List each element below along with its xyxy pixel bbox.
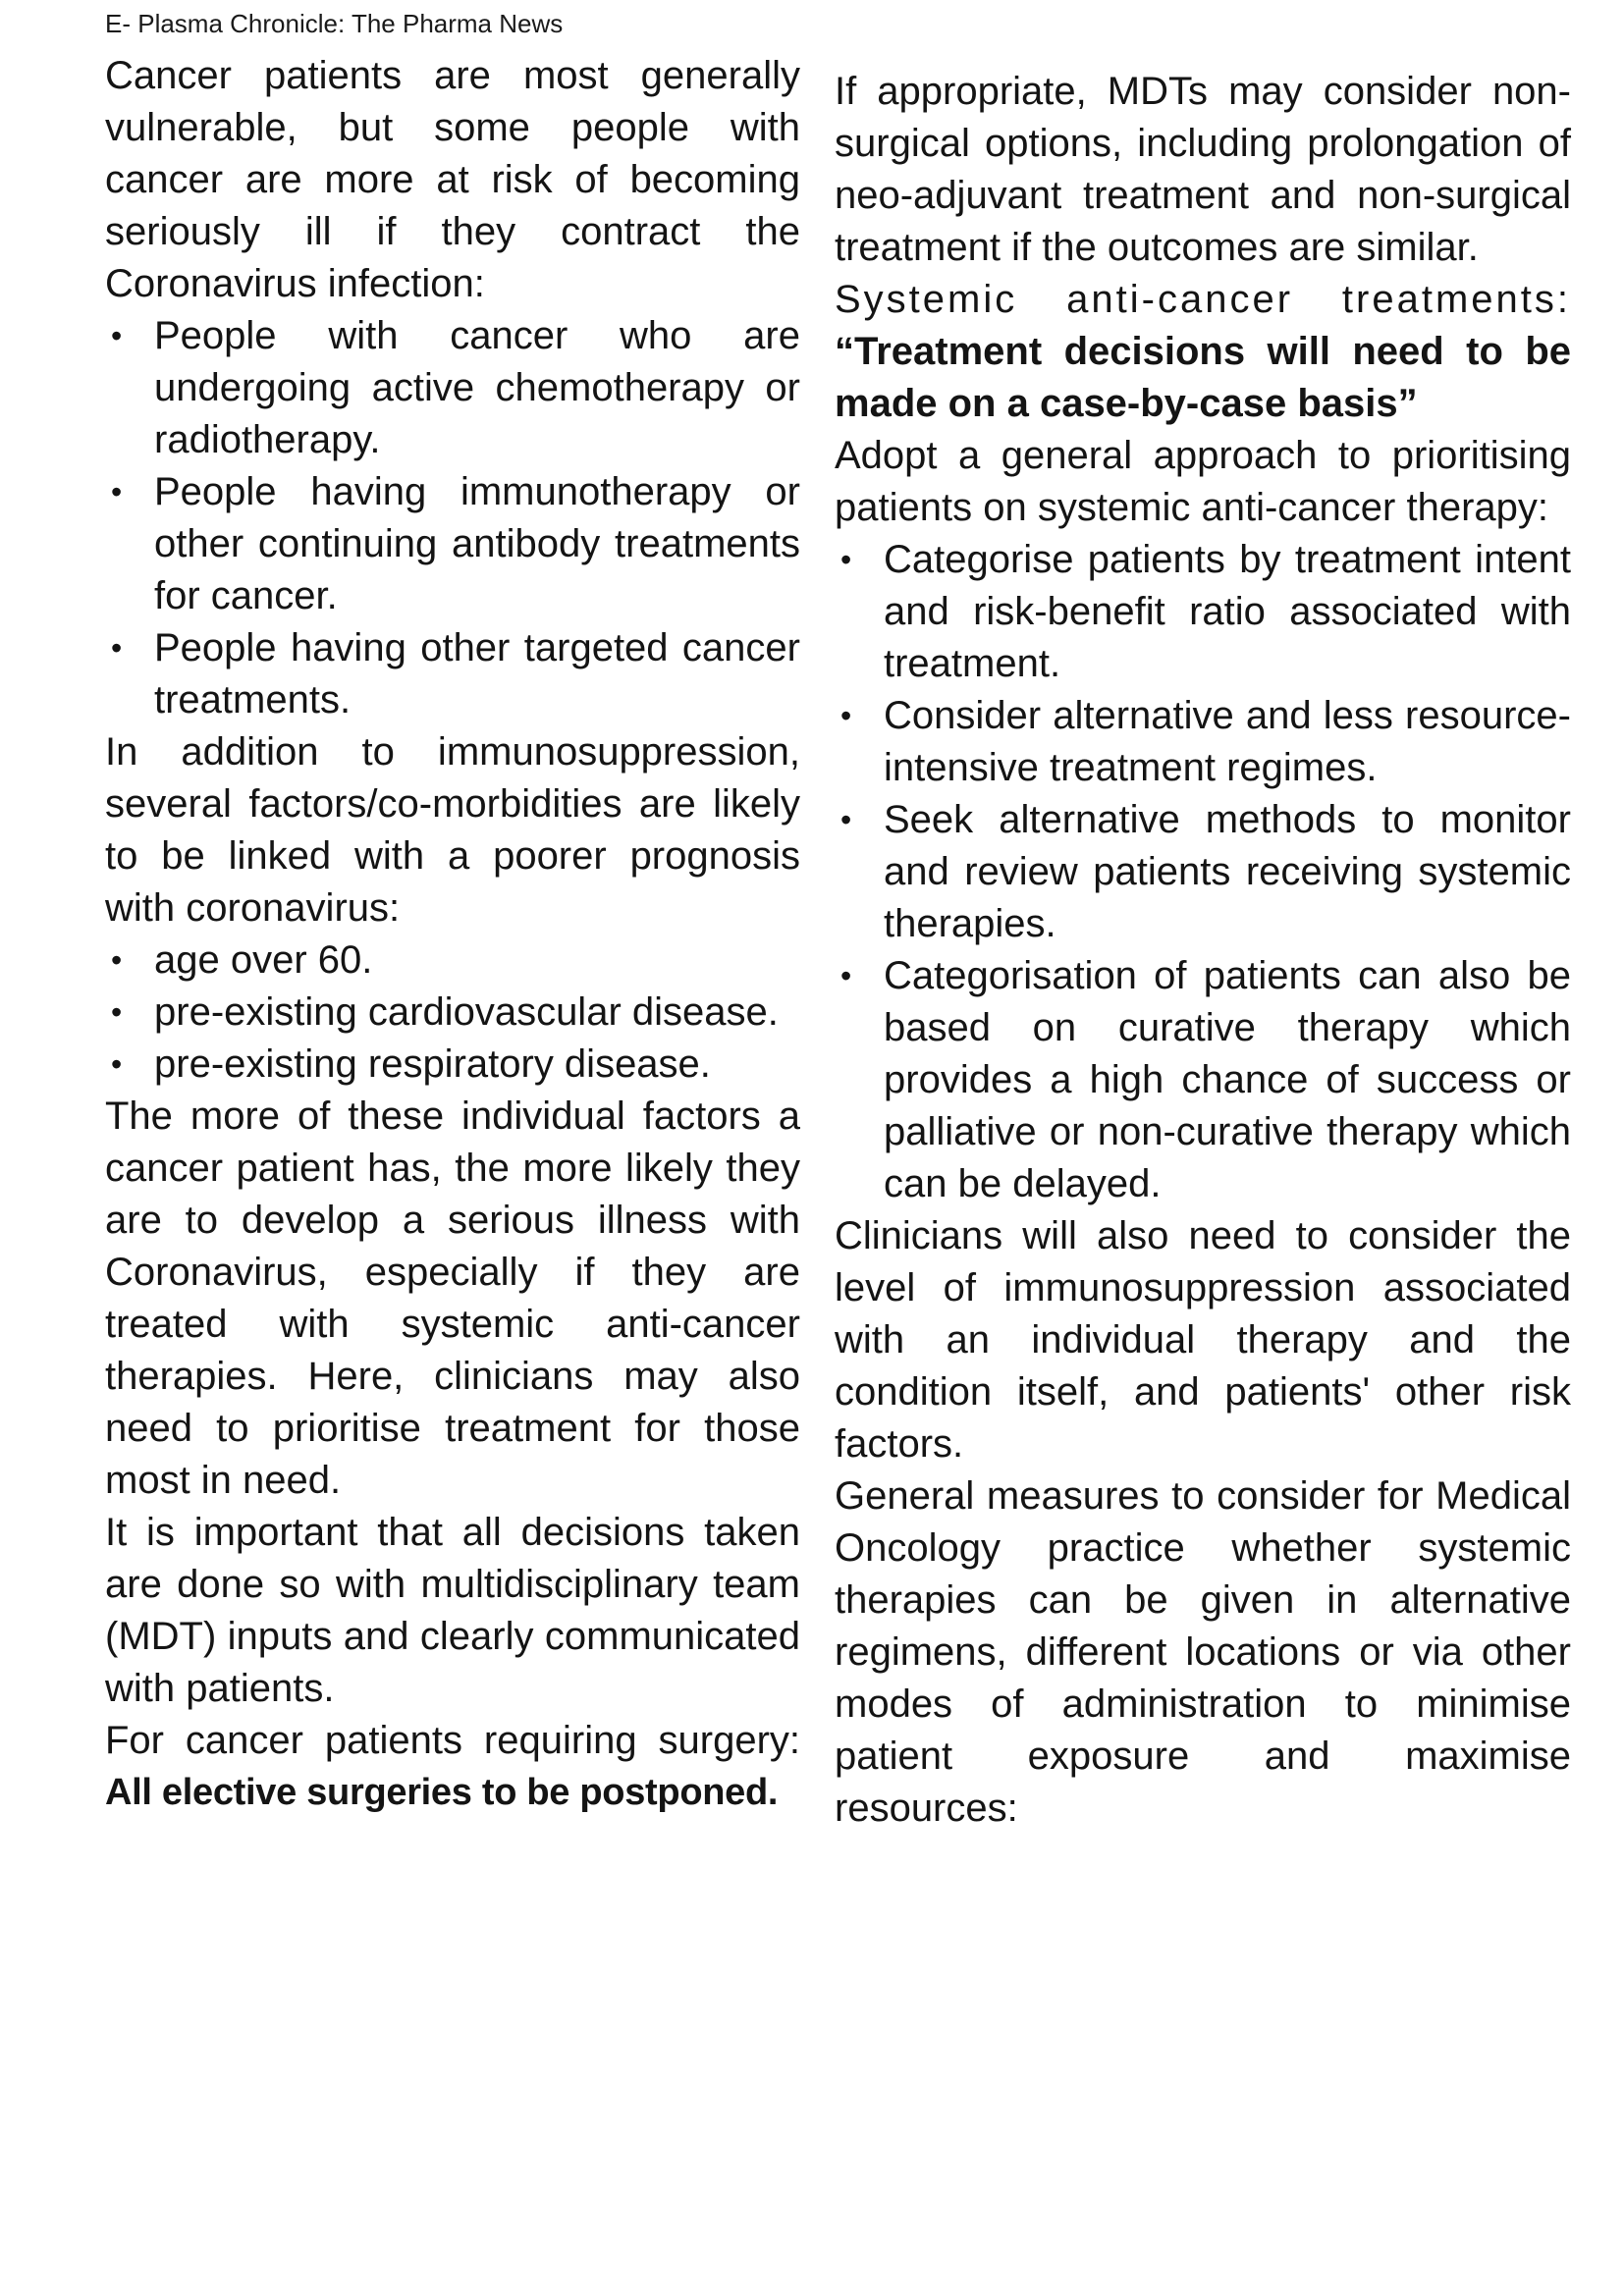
systemic-treatments-heading: Systemic anti-cancer treatments: (835, 278, 1571, 321)
list-item-text: age over 60. (154, 938, 373, 982)
risk-groups-list (105, 310, 800, 726)
list-item (105, 987, 800, 1039)
list-item-text: People with cancer who are undergoing active chemotherapy or radiotherapy. (154, 314, 800, 461)
list-item-text: Consider alternative and less resource-intensive treatment regimes. (884, 694, 1571, 789)
nonsurgical-paragraph: If appropriate, MDTs may consider non-surgical options, including prolongation of neo-adjuvant treatment and non-surgical treatment if the outcomes are similar. (835, 70, 1571, 269)
general-measures-paragraph: General measures to consider for Medical Oncology practice whether systemic therapies can be given in alternative regimens, different locations or via other modes of administration to minimise patient exposure and maximise resources: (835, 1474, 1571, 1830)
left-column (105, 50, 800, 1819)
surgery-intro-line: For cancer patients requiring surgery: (105, 1719, 800, 1762)
list-item-text: People having other targeted cancer treatments. (154, 626, 800, 721)
risk-factors-list (105, 934, 800, 1091)
list-item (105, 310, 800, 466)
surgery-directive-line: All elective surgeries to be postponed. (105, 1772, 779, 1813)
list-item (835, 950, 1571, 1210)
list-item (105, 466, 800, 622)
prioritising-points-list (835, 534, 1571, 1210)
list-item-text: Categorisation of patients can also be based on curative therapy which provides a high chance of success or palliative or non-curative therapy which can be delayed. (884, 954, 1571, 1205)
comorbidities-paragraph: In addition to immunosuppression, several factors/co-morbidities are likely to be linked with a poorer prognosis with coronavirus: (105, 730, 800, 930)
treatment-decisions-quote: “Treatment decisions will need to be made on a case-by-case basis” (835, 330, 1571, 425)
list-item (835, 690, 1571, 794)
list-item-text: Categorise patients by treatment intent and risk-benefit ratio associated with treatment. (884, 538, 1571, 685)
list-item-text: pre-existing respiratory disease. (154, 1042, 711, 1086)
list-item (835, 794, 1571, 950)
prioritising-intro-paragraph: Adopt a general approach to prioritising patients on systemic anti-cancer therapy: (835, 434, 1571, 529)
list-item (105, 622, 800, 726)
list-item (835, 534, 1571, 690)
intro-paragraph: Cancer patients are most generally vulnerable, but some people with cancer are more at risk of becoming seriously ill if they contract the Coronavirus infection: (105, 54, 800, 305)
individual-factors-paragraph: The more of these individual factors a cancer patient has, the more likely they are to develop a serious illness with Coronavirus, especially if they are treated with systemic anti-cancer therapies. Here, clinicians may also need to prioritise treatment for those most in need. (105, 1095, 800, 1502)
list-item-text: People having immunotherapy or other continuing antibody treatments for cancer. (154, 470, 800, 617)
immunosuppression-paragraph: Clinicians will also need to consider the level of immunosuppression associated with an individual therapy and the condition itself, and patients' other risk factors. (835, 1214, 1571, 1466)
list-item-text: Seek alternative methods to monitor and review patients receiving systemic therapies. (884, 798, 1571, 945)
mdt-decisions-paragraph: It is important that all decisions taken are done so with multidisciplinary team (MDT) inputs and clearly communicated with patients. (105, 1511, 800, 1710)
right-column (835, 66, 1571, 1835)
list-item (105, 1039, 800, 1091)
newsletter-title: E- Plasma Chronicle: The Pharma News (105, 9, 564, 38)
list-item-text: pre-existing cardiovascular disease. (154, 990, 779, 1034)
list-item (105, 934, 800, 987)
